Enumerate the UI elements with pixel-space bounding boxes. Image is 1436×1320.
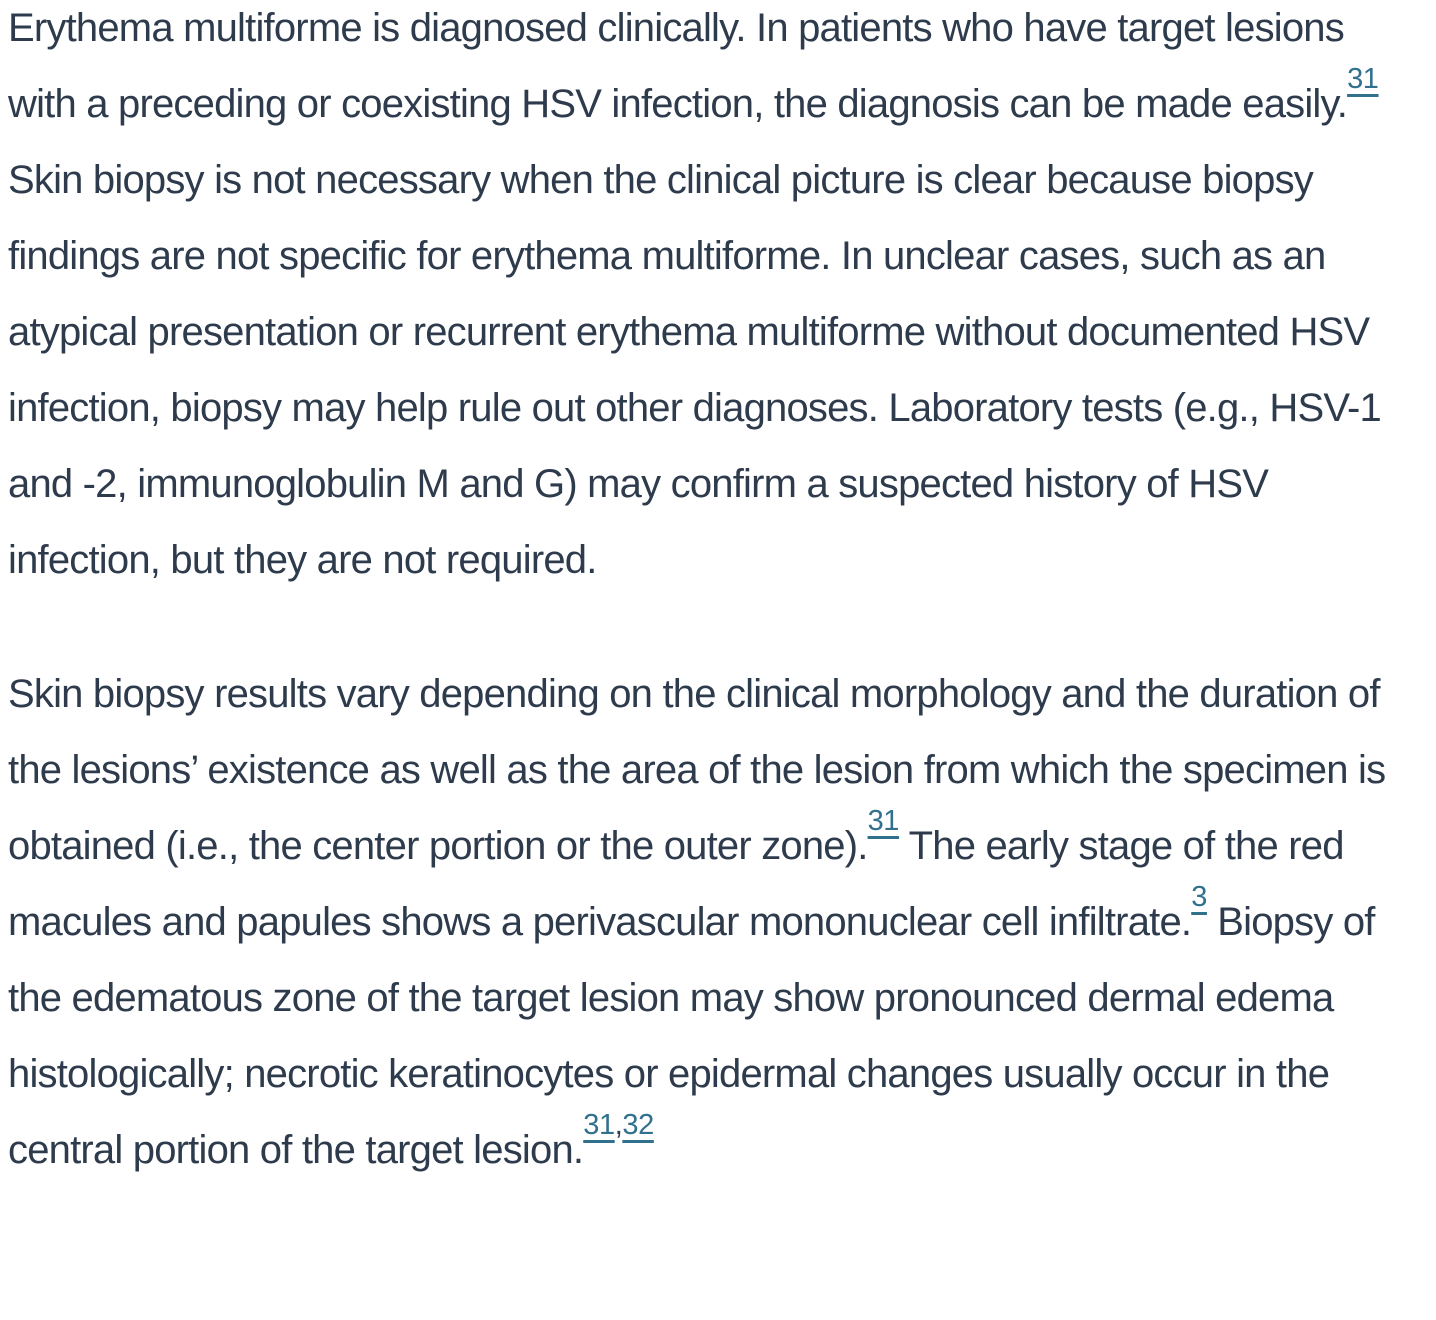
reference-superscript	[1347, 63, 1378, 95]
paragraph-2	[8, 656, 1422, 1188]
reference-separator: ,	[614, 1108, 623, 1141]
reference-superscript	[583, 1109, 614, 1141]
body-text: Erythema multiforme is diagnosed clinically. In patients who have target lesions with a preceding or coexisting HSV infection, the diagnosis can be made easily.	[8, 6, 1348, 126]
body-text: The early stage of the red macules and papules shows a perivascular mononuclear cell infiltrate.	[8, 824, 1344, 944]
reference-superscript	[622, 1109, 653, 1141]
reference-link-32[interactable]: 32	[622, 1108, 654, 1141]
reference-link-31[interactable]: 31	[867, 804, 900, 837]
body-text: Skin biopsy is not necessary when the clinical picture is clear because biopsy findings are not specific for erythema multiforme. In unclear cases, such as an atypical presentation or recurrent erythema multiforme without documented HSV infection, biopsy may help rule out other diagnoses. Laboratory tests (e.g., HSV-1 and -2, immunoglobulin M and G) may confirm a suspected history of HSV infection, but they are not required.	[8, 158, 1381, 582]
reference-link-3[interactable]: 3	[1191, 880, 1207, 913]
reference-link-31[interactable]: 31	[583, 1108, 615, 1141]
body-text: Skin biopsy results vary depending on the clinical morphology and the duration of the lesions’ existence as well as the area of the lesion from which the specimen is obtained (i.e., the center portion or the outer zone).	[8, 672, 1386, 868]
paragraph-1	[8, 0, 1422, 598]
reference-superscript	[1191, 881, 1207, 913]
body-text: Biopsy of the edematous zone of the target lesion may show pronounced dermal edema histologically; necrotic keratinocytes or epidermal changes usually occur in the central portion of the target lesion.	[8, 900, 1375, 1172]
reference-superscript	[868, 805, 899, 837]
reference-link-31[interactable]: 31	[1347, 62, 1379, 95]
